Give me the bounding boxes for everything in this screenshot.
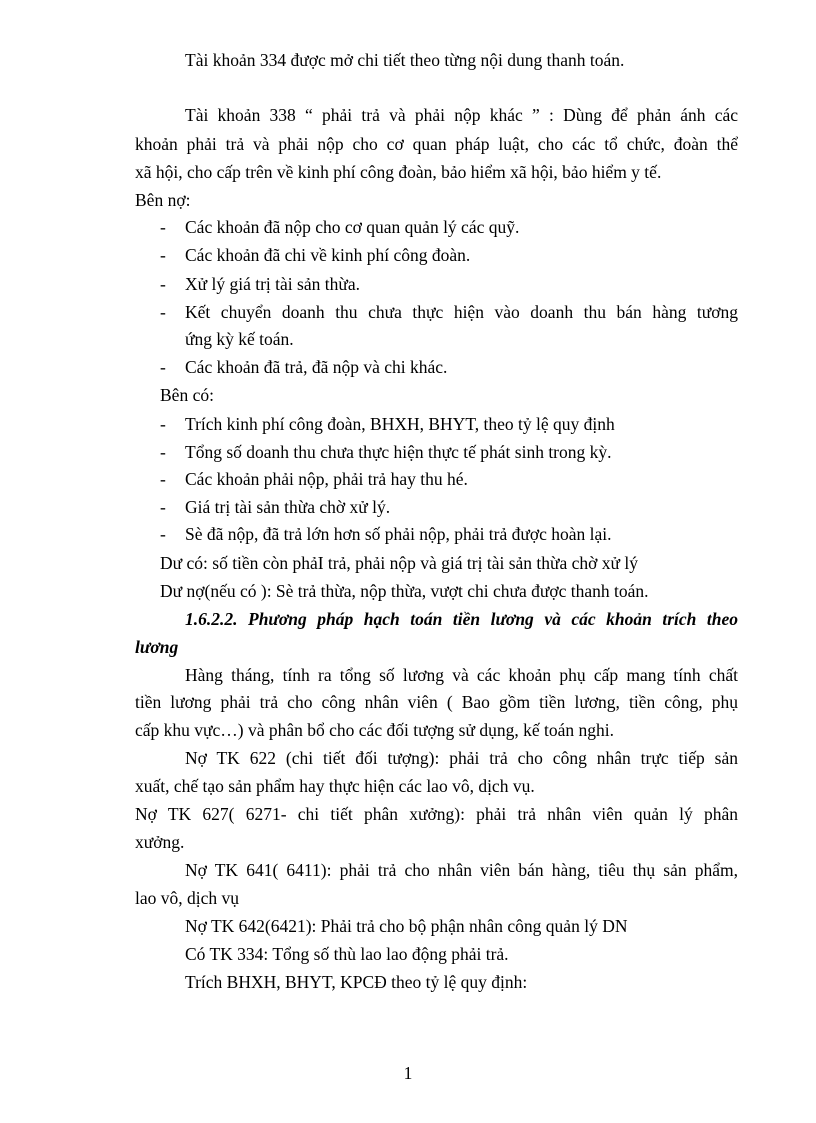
list-item: Sè đã nộp, đã trả lớn hơn số phải nộp, phải trả được hoàn lại. [185,524,612,544]
entry-line: Trích BHXH, BHYT, KPCĐ theo tỷ lệ quy định: [185,972,528,992]
entry-line: Nợ TK 641( 6411): phải trả cho nhân viên bán hàng, tiêu thụ sản phẩm, [185,860,738,880]
list-item: Trích kinh phí công đoàn, BHXH, BHYT, theo tỷ lệ quy định [185,414,615,434]
paragraph-line: Tài khoản 334 được mở chi tiết theo từng nội dung thanh toán. [185,50,625,70]
list-bullet: - [160,497,166,517]
entry-line: xuất, chế tạo sản phẩm hay thực hiện các lao vô, dịch vụ. [135,776,535,796]
list-item: Xử lý giá trị tài sản thừa. [185,274,360,294]
entry-line: lao vô, dịch vụ [135,888,240,908]
balance-debit-line: Dư nợ(nếu có ): Sè trả thừa, nộp thừa, vượt chi chưa được thanh toán. [160,581,649,601]
section-heading-continued: lương [135,637,179,657]
list-item: Kết chuyển doanh thu chưa thực hiện vào doanh thu bán hàng tương [185,302,738,322]
list-bullet: - [160,442,166,462]
paragraph-line: xã hội, cho cấp trên về kinh phí công đoàn, bảo hiểm xã hội, bảo hiểm y tế. [135,162,662,182]
list-bullet: - [160,245,166,265]
section-heading: 1.6.2.2. Phương pháp hạch toán tiền lương và các khoản trích theo [185,609,738,629]
list-item: Các khoản đã chi về kinh phí công đoàn. [185,245,471,265]
list-item-continued: ứng kỳ kế toán. [185,329,294,349]
list-bullet: - [160,357,166,377]
list-bullet: - [160,414,166,434]
section-label-ben-no: Bên nợ: [135,190,191,210]
list-bullet: - [160,217,166,237]
section-label-ben-co: Bên có: [160,385,214,405]
list-item: Giá trị tài sản thừa chờ xử lý. [185,497,391,517]
list-bullet: - [160,274,166,294]
list-bullet: - [160,302,166,322]
list-item: Các khoản phải nộp, phải trả hay thu hé. [185,469,468,489]
list-item: Tổng số doanh thu chưa thực hiện thực tế phát sinh trong kỳ. [185,442,612,462]
page-number: 1 [403,1063,413,1083]
entry-line: Nợ TK 642(6421): Phải trả cho bộ phận nhân công quản lý DN [185,916,628,936]
entry-line: xưởng. [135,832,185,852]
entry-line: Nợ TK 622 (chi tiết đối tượng): phải trả cho công nhân trực tiếp sản [185,748,738,768]
paragraph-line: tiền lương phải trả cho công nhân viên ( Bao gồm tiền lương, tiền công, phụ [135,692,738,712]
paragraph-line: khoản phải trả và phải nộp cho cơ quan pháp luật, cho các tổ chức, đoàn thể [135,134,738,154]
paragraph-line: cấp khu vực…) và phân bổ cho các đối tượng sử dụng, kế toán nghi. [135,720,614,740]
entry-line: Có TK 334: Tổng số thù lao lao động phải trả. [185,944,509,964]
list-item: Các khoản đã trả, đã nộp và chi khác. [185,357,448,377]
balance-credit-line: Dư có: số tiền còn phảI trả, phải nộp và giá trị tài sản thừa chờ xử lý [160,553,639,573]
paragraph-line: Hàng tháng, tính ra tổng số lương và các khoản phụ cấp mang tính chất [185,665,738,685]
list-bullet: - [160,524,166,544]
list-item: Các khoản đã nộp cho cơ quan quản lý các quỹ. [185,217,520,237]
paragraph-line: Tài khoản 338 “ phải trả và phải nộp khác ” : Dùng để phản ánh các [185,105,738,125]
list-bullet: - [160,469,166,489]
entry-line: Nợ TK 627( 6271- chi tiết phân xưởng): phải trả nhân viên quản lý phân [135,804,738,824]
